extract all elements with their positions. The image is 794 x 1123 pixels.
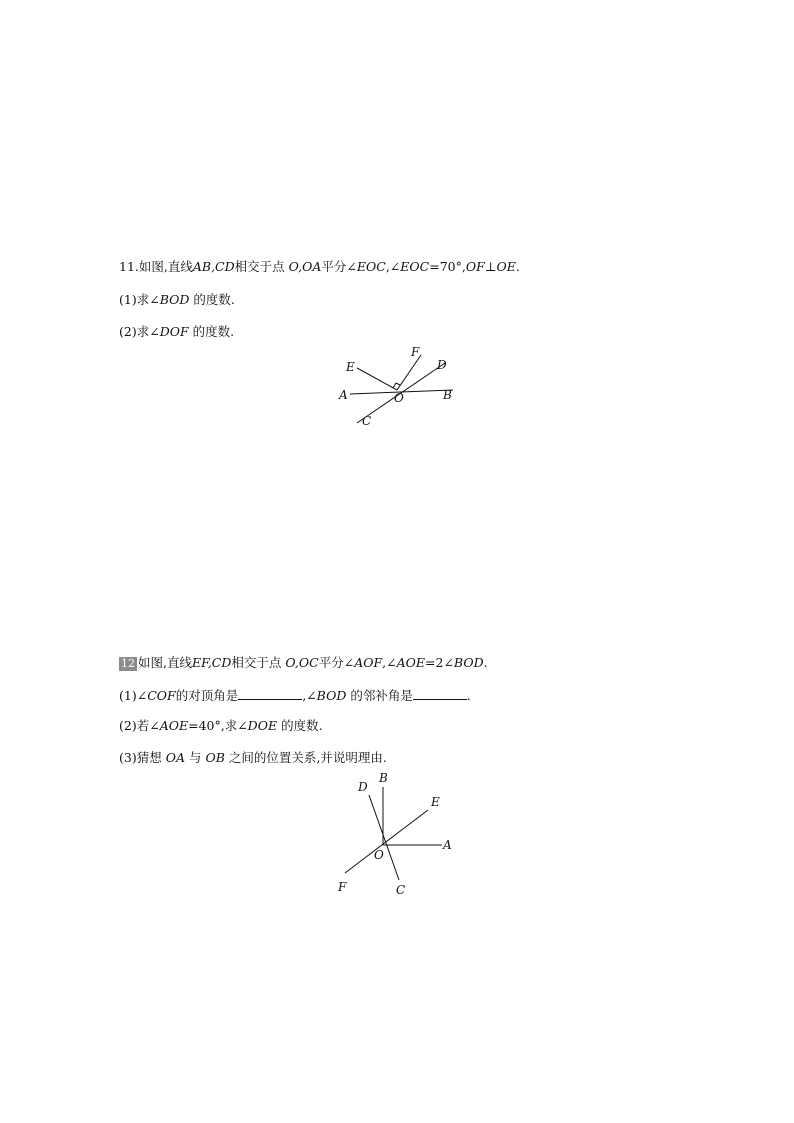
q12-part3: (3)猜想 OA 与 OB 之间的位置关系,并说明理由. <box>119 750 387 765</box>
label-C: C <box>396 883 406 897</box>
line-dc <box>369 795 399 880</box>
question-number-badge: 12 <box>121 657 135 670</box>
q11-stem: 11.如图,直线AB,CD相交于点 O,OA平分∠EOC,∠EOC=70°,OF⊥OE. <box>119 259 520 274</box>
label-D: D <box>437 358 447 372</box>
label-C: C <box>362 414 372 428</box>
q11-part1: (1)求∠BOD 的度数. <box>119 292 235 307</box>
label-B: B <box>379 771 388 785</box>
label-F: F <box>338 880 347 894</box>
label-E: E <box>431 795 440 809</box>
label-B: B <box>443 388 452 402</box>
label-O: O <box>374 848 384 862</box>
label-D: D <box>358 780 368 794</box>
line-ef <box>345 810 428 873</box>
q11-part2: (2)求∠DOF 的度数. <box>119 324 235 339</box>
label-E: E <box>346 360 355 374</box>
label-O: O <box>394 391 404 405</box>
label-A: A <box>443 838 452 852</box>
q12-stem: 12 如图,直线EF,CD相交于点 O,OC平分∠AOF,∠AOE=2∠BOD. <box>121 655 488 670</box>
label-A: A <box>339 388 348 402</box>
label-F: F <box>411 345 420 359</box>
q12-part1: (1)∠COF的对顶角是 ,∠BOD 的邻补角是 . <box>119 688 471 703</box>
q12-part2: (2)若∠AOE=40°,求∠DOE 的度数. <box>119 718 323 733</box>
